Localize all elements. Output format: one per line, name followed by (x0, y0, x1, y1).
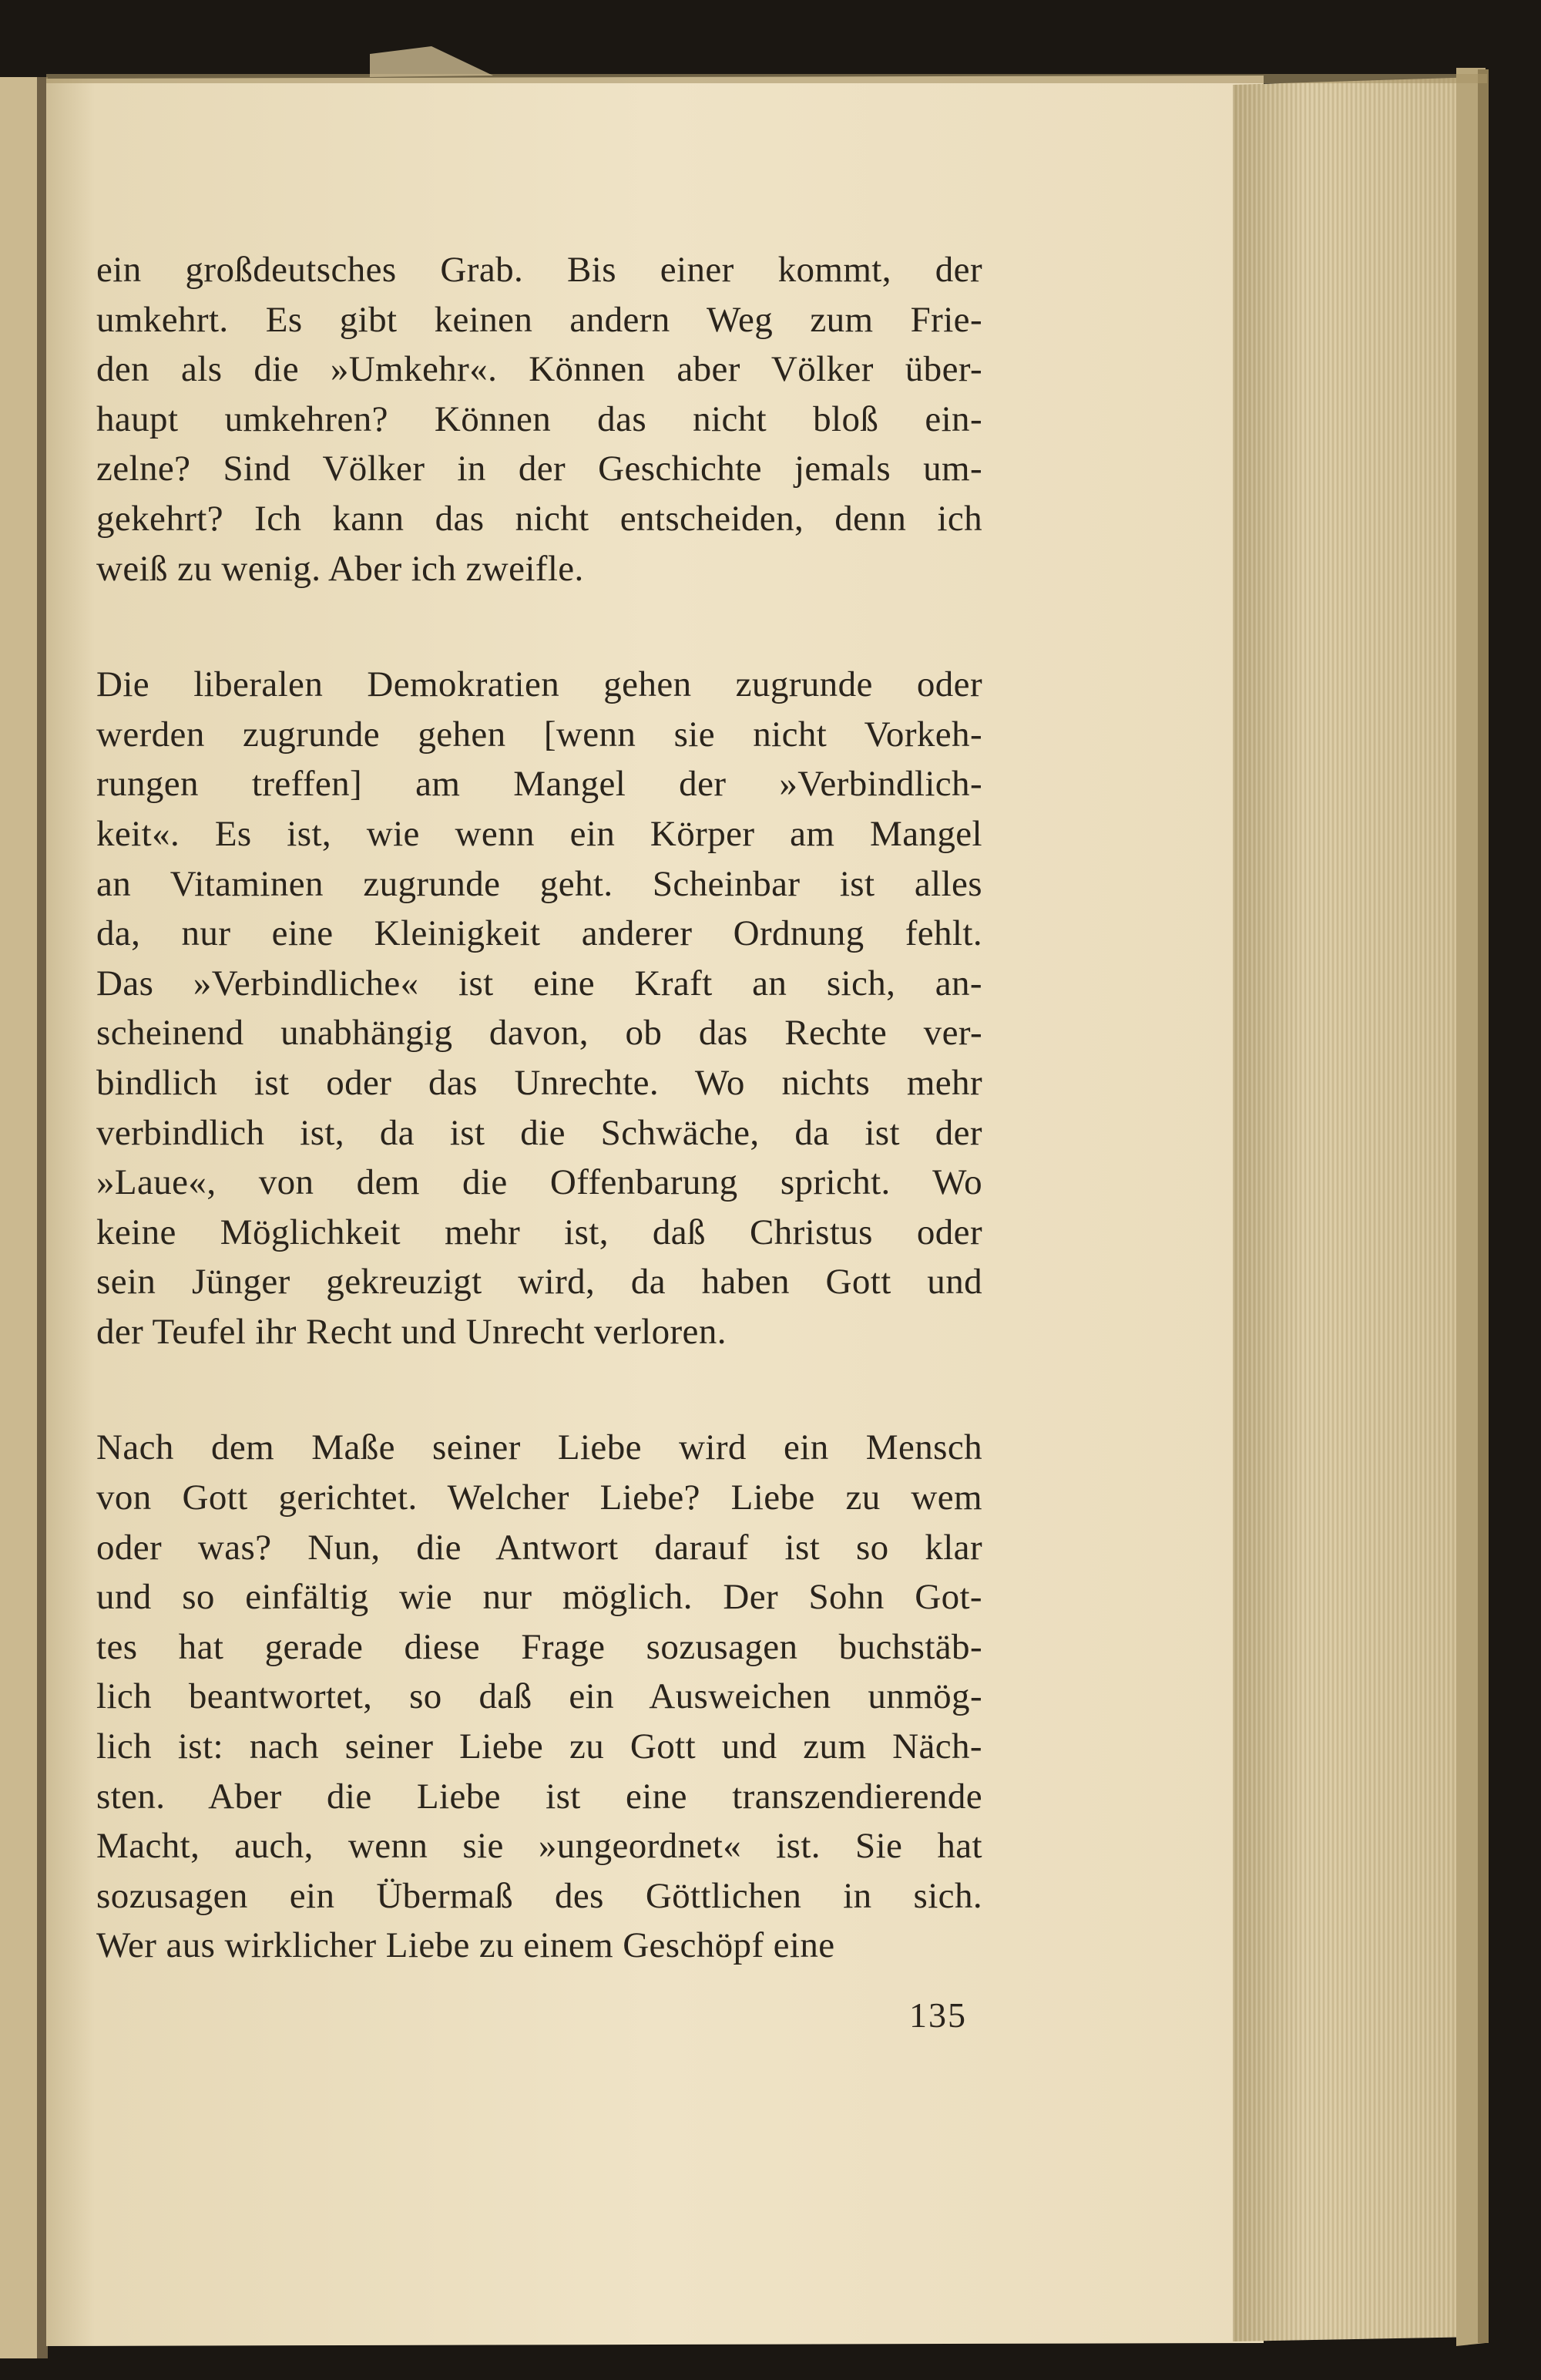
text-line: zelne? Sind Völker in der Geschichte jemals um- (96, 449, 982, 489)
text-line: an Vitaminen zugrunde geht. Scheinbar ist alles (96, 863, 982, 904)
text-line: sten. Aber die Liebe ist eine transzendierende (96, 1776, 982, 1817)
text-line: den als die »Umkehr«. Können aber Völker über- (96, 349, 982, 390)
text-line: Nach dem Maße seiner Liebe wird ein Mensch (96, 1427, 982, 1468)
text-line: sozusagen ein Übermaß des Göttlichen in sich. (96, 1875, 982, 1916)
text-line: rungen treffen] am Mangel der »Verbindlich- (96, 764, 982, 805)
paragraph-3 (96, 1423, 982, 1971)
text-line: verbindlich ist, da ist die Schwäche, da ist der (96, 1112, 982, 1153)
text-line: scheinend unabhängig davon, ob das Rechte ver- (96, 1013, 982, 1054)
page-number: 135 (909, 1995, 967, 2035)
text-line: weiß zu wenig. Aber ich zweifle. (96, 548, 584, 589)
paragraph-gap (96, 593, 982, 660)
text-line: ein großdeutsches Grab. Bis einer kommt, der (96, 250, 982, 290)
text-line: Das »Verbindliche« ist eine Kraft an sich, an- (96, 963, 982, 1003)
text-line: gekehrt? Ich kann das nicht entscheiden, denn ich (96, 498, 982, 539)
text-line: Die liberalen Demokratien gehen zugrunde oder (96, 664, 982, 705)
text-line: lich ist: nach seiner Liebe zu Gott und zum Näch- (96, 1726, 982, 1767)
text-line: haupt umkehren? Können das nicht bloß ein- (96, 398, 982, 439)
text-line: keit«. Es ist, wie wenn ein Körper am Mangel (96, 813, 982, 854)
text-line: tes hat gerade diese Frage sozusagen buchstäb- (96, 1626, 982, 1667)
text-line: keine Möglichkeit mehr ist, daß Christus oder (96, 1212, 982, 1252)
paragraph-2 (96, 660, 982, 1356)
text-line: sein Jünger gekreuzigt wird, da haben Gott und (96, 1262, 982, 1303)
paragraph-1 (96, 245, 982, 593)
page-text (96, 245, 982, 1971)
text-line: lich beantwortet, so daß ein Ausweichen unmög- (96, 1676, 982, 1717)
text-line: oder was? Nun, die Antwort darauf ist so klar (96, 1527, 982, 1568)
text-line: da, nur eine Kleinigkeit anderer Ordnung fehlt. (96, 913, 982, 954)
text-line: umkehrt. Es gibt keinen andern Weg zum Frie- (96, 299, 982, 340)
text-line: Wer aus wirklicher Liebe zu einem Geschöpf eine (96, 1925, 835, 1966)
paragraph-gap (96, 1356, 982, 1423)
text-line: Macht, auch, wenn sie »ungeordnet« ist. Sie hat (96, 1826, 982, 1867)
text-line: und so einfältig wie nur möglich. Der Sohn Got- (96, 1577, 982, 1618)
text-line: bindlich ist oder das Unrechte. Wo nichts mehr (96, 1062, 982, 1103)
text-line: von Gott gerichtet. Welcher Liebe? Liebe zu wem (96, 1477, 982, 1518)
text-line: werden zugrunde gehen [wenn sie nicht Vorkeh- (96, 714, 982, 755)
text-line: »Laue«, von dem die Offenbarung spricht. Wo (96, 1162, 982, 1203)
text-line: der Teufel ihr Recht und Unrecht verloren. (96, 1311, 727, 1352)
